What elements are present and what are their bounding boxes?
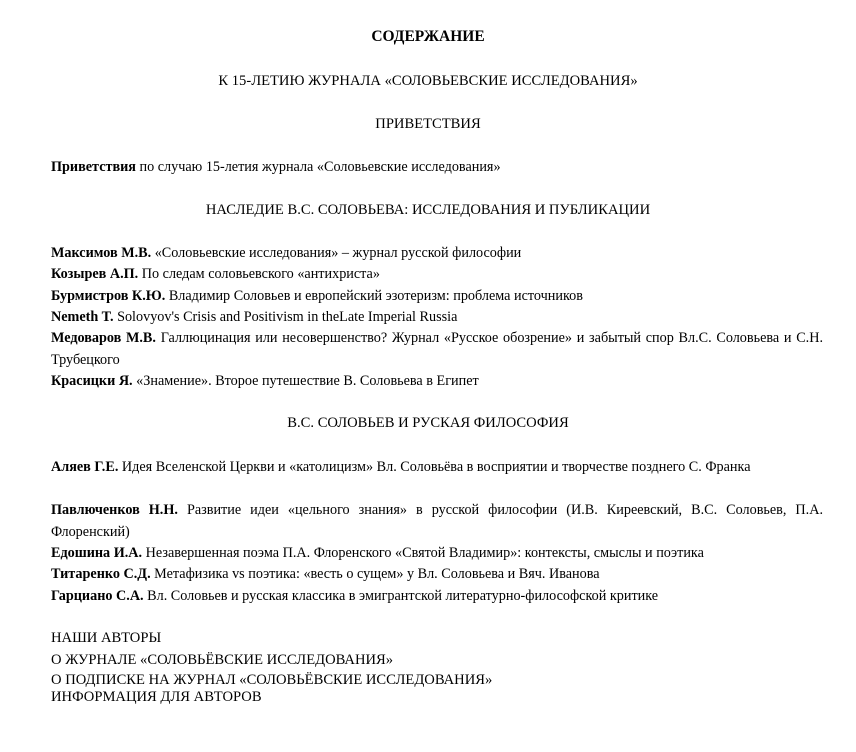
toc-entry-title: По следам соловьевского «антихриста» (141, 266, 380, 282)
toc-entry-author: Приветствия (51, 159, 136, 175)
toc-entry[interactable] (51, 157, 823, 177)
toc-entry[interactable] (51, 307, 823, 327)
toc-entry[interactable] (51, 371, 823, 391)
toc-entry-author: Титаренко С.Д. (51, 566, 151, 582)
footer-link-author-info[interactable]: ИНФОРМАЦИЯ ДЛЯ АВТОРОВ (51, 689, 262, 705)
toc-entry-author: Едошина И.А. (51, 545, 143, 561)
toc-entry-title: Идея Вселенской Церкви и «католицизм» Вл. Соловьёва в восприятии и творчестве позднего С. Франка (121, 459, 751, 475)
toc-entry-title: Вл. Соловьев и русская классика в эмигрантской литературно-философской критике (147, 588, 659, 604)
toc-entry-title: «Соловьевские исследования» – журнал русской философии (154, 245, 522, 261)
toc-entry-title: по случаю 15-летия журнала «Соловьевские исследования» (139, 159, 501, 175)
toc-entry[interactable] (51, 499, 823, 543)
toc-entry-title: Галлюцинация или несовершенство? Журнал «Русское обозрение» и забытый спор Вл.С. Соловьева и С.Н. Трубецкого (51, 330, 824, 368)
section-heading-russian-philosophy: В.С. СОЛОВЬЕВ И РУСКАЯ ФИЛОСОФИЯ (287, 415, 569, 431)
toc-entry[interactable] (51, 586, 823, 606)
toc-entry-author: Nemeth T. (51, 309, 114, 325)
toc-entry-title: Незавершенная поэма П.А. Флоренского «Святой Владимир»: контексты, смыслы и поэтика (145, 545, 704, 561)
section-heading-anniversary: К 15-ЛЕТИЮ ЖУРНАЛА «СОЛОВЬЕВСКИЕ ИССЛЕДОВАНИЯ» (218, 73, 638, 89)
toc-entry-author: Красицки Я. (51, 373, 133, 389)
toc-entry-author: Аляев Г.Е. (51, 459, 119, 475)
toc-entry[interactable] (51, 456, 823, 478)
toc-entry-author: Павлюченков Н.Н. (51, 502, 178, 518)
page-title: СОДЕРЖАНИЕ (371, 28, 485, 45)
toc-entry[interactable] (51, 286, 823, 306)
toc-entry-author: Максимов М.В. (51, 245, 152, 261)
toc-entry-title: Владимир Соловьев и европейский эзотеризм: проблема источников (168, 288, 583, 304)
toc-entry[interactable] (51, 264, 823, 284)
toc-entry[interactable] (51, 564, 823, 584)
toc-entry-author: Медоваров М.В. (51, 330, 156, 346)
toc-entry-title: Метафизика vs поэтика: «весть о сущем» у Вл. Соловьева и Вяч. Иванова (154, 566, 600, 582)
toc-entry-author: Козырев А.П. (51, 266, 139, 282)
footer-link-about-journal[interactable]: О ЖУРНАЛЕ «СОЛОВЬЁВСКИЕ ИССЛЕДОВАНИЯ» (51, 652, 394, 668)
section-subheading-greetings: ПРИВЕТСТВИЯ (375, 116, 481, 132)
toc-entry[interactable] (51, 543, 823, 563)
toc-entry-title: Solovyov's Crisis and Positivism in theLate Imperial Russia (117, 309, 458, 325)
footer-link-subscription[interactable]: О ПОДПИСКЕ НА ЖУРНАЛ «СОЛОВЬЁВСКИЕ ИССЛЕДОВАНИЯ» (51, 672, 493, 688)
toc-entry[interactable] (51, 327, 823, 371)
footer-link-our-authors[interactable]: НАШИ АВТОРЫ (51, 630, 162, 646)
section-heading-heritage: НАСЛЕДИЕ В.С. СОЛОВЬЕВА: ИССЛЕДОВАНИЯ И ПУБЛИКАЦИИ (205, 202, 651, 218)
toc-entry-title: Развитие идеи «цельного знания» в русской философии (И.В. Киреевский, В.С. Соловьев, П.А. Флоренский) (51, 502, 824, 540)
toc-entry-author: Гарциано С.А. (51, 588, 144, 604)
toc-entry-author: Бурмистров К.Ю. (51, 288, 166, 304)
toc-entry-title: «Знамение». Второе путешествие В. Соловьева в Египет (136, 373, 479, 389)
toc-entry[interactable] (51, 243, 823, 263)
